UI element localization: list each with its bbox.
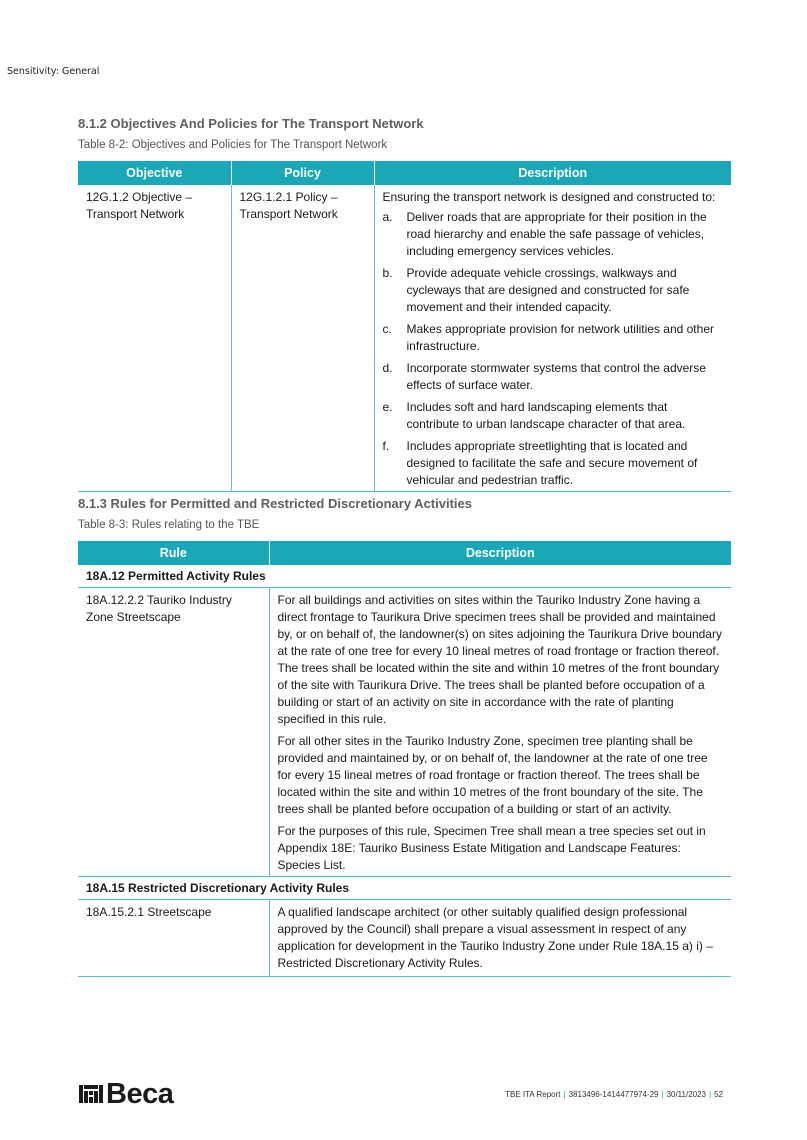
page-number: 52 — [714, 1090, 723, 1099]
table-row — [78, 900, 731, 977]
beca-logo-mark-icon — [79, 1083, 103, 1105]
rules-table — [78, 541, 731, 977]
description-cell — [374, 185, 731, 492]
header-rule: Rule — [78, 541, 269, 565]
table-caption-8-3: Table 8-3: Rules relating to the TBE — [78, 519, 260, 531]
table-caption-8-2: Table 8-2: Objectives and Policies for The Transport Network — [78, 139, 388, 151]
table-header-row — [78, 161, 731, 185]
objective-cell: 12G.1.2 Objective – Transport Network — [78, 185, 231, 492]
footer-ref: 3813496-1414477974-29 — [568, 1090, 659, 1099]
header-description: Description — [269, 541, 731, 565]
table-row — [78, 185, 731, 492]
header-description: Description — [374, 161, 731, 185]
table-header-row — [78, 541, 731, 565]
list-item: b. Provide adequate vehicle crossings, walkways and cycleways that are designed and constructed for safe movement and their intended capacity. — [382, 266, 690, 314]
group-title-restricted: 18A.15 Restricted Discretionary Activity Rules — [78, 877, 731, 900]
list-item: f. Includes appropriate streetlighting that is located and designed to facilitate the safe and secure movement of vehicular and pedestrian traffic. — [382, 439, 698, 487]
sensitivity-label: Sensitivity: General — [7, 66, 100, 77]
footer-date: 30/11/2023 — [666, 1090, 707, 1099]
rule-paragraph: For all other sites in the Tauriko Industry Zone, specimen tree planting shall be provided and maintained by, or on behalf of, the landowner at the rate of one tree for every 15 lineal metres of road frontage or fraction thereof. The trees shall be located within the site and within 10 metres of the front boundary of the site. The trees shall be planted before occupation of a building or start of an activity. — [277, 734, 708, 816]
rule-name-cell: 18A.12.2.2 Tauriko Industry Zone Streetscape — [78, 588, 269, 877]
group-title-permitted: 18A.12 Permitted Activity Rules — [78, 565, 731, 588]
beca-logo — [79, 1078, 174, 1110]
list-item: c. Makes appropriate provision for network utilities and other infrastructure. — [382, 322, 714, 353]
description-intro: Ensuring the transport network is designed and constructed to: — [382, 190, 716, 204]
section-heading-8-1-2: 8.1.2 Objectives And Policies for The Transport Network — [78, 116, 424, 131]
policy-cell: 12G.1.2.1 Policy – Transport Network — [231, 185, 374, 492]
rule-description-cell — [269, 588, 731, 877]
list-item: a. Deliver roads that are appropriate for their position in the road hierarchy and enable the safe passage of vehicles, including emergency services vehicles. — [382, 210, 707, 258]
table-row — [78, 588, 731, 877]
description-list — [383, 209, 724, 489]
table-section-row — [78, 565, 731, 588]
rule-description-cell: A qualified landscape architect (or other suitably qualified design professional approved by the Council) shall prepare a visual assessment in respect of any application for development in the Tauriko Industry Zone under Rule 18A.15 a) i) – Restricted Discretionary Activity Rules. — [269, 900, 731, 977]
rule-name-cell: 18A.15.2.1 Streetscape — [78, 900, 269, 977]
objectives-policies-table — [78, 161, 731, 492]
table-section-row — [78, 877, 731, 900]
list-item: d. Incorporate stormwater systems that control the adverse effects of surface water. — [382, 361, 706, 392]
page-footer: TBE ITA Report | 3813496-1414477974-29 | 30/11/2023 | 52 — [505, 1090, 723, 1099]
header-policy: Policy — [231, 161, 374, 185]
rule-paragraph: For the purposes of this rule, Specimen Tree shall mean a tree species set out in Appendix 18E: Tauriko Business Estate Mitigation and Landscape Features: Species List. — [277, 824, 706, 872]
rule-paragraph: For all buildings and activities on sites within the Tauriko Industry Zone having a direct frontage to Taurikura Drive specimen trees shall be provided and maintained by, or on behalf of, the landowner(s) on sites adjoining the Taurikura Drive boundary at the rate of one tree for every 10 lineal metres of road frontage or fraction thereof. The trees shall be located within the site and within 10 metres of the front boundary of the site with Taurikura Drive. The trees shall be planted before occupation of a building or start of an activity on site in accordance with the rate of planting specified in this rule. — [277, 593, 722, 726]
footer-report: TBE ITA Report — [505, 1090, 561, 1099]
header-objective: Objective — [78, 161, 231, 185]
beca-logo-text: Beca — [106, 1078, 174, 1110]
section-heading-8-1-3: 8.1.3 Rules for Permitted and Restricted Discretionary Activities — [78, 496, 472, 511]
list-item: e. Includes soft and hard landscaping elements that contribute to urban landscape character of that area. — [382, 400, 686, 431]
